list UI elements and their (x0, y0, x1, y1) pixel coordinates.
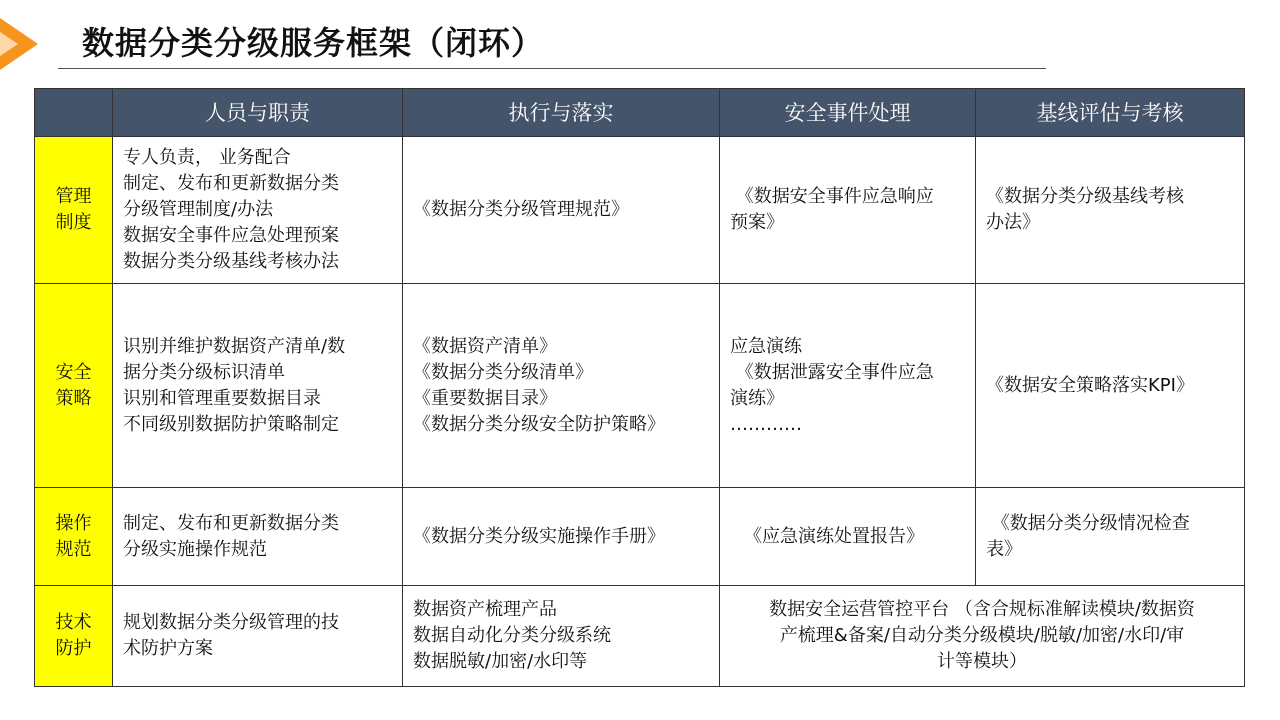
cell-policy-incident: 应急演练 《数据泄露安全事件应急 演练》 ………… (720, 284, 976, 488)
row-label-tech-protection: 技术 防护 (35, 586, 113, 687)
cell-policy-execution: 《数据资产清单》 《数据分类分级清单》 《重要数据目录》 《数据分类分级安全防护策略》 (403, 284, 720, 488)
orange-arrow-icon (0, 18, 38, 70)
table-row (35, 488, 1245, 586)
framework-table (34, 88, 1245, 687)
header-personnel: 人员与职责 (113, 89, 403, 137)
cell-tech-personnel: 规划数据分类分级管理的技 术防护方案 (113, 586, 403, 687)
header-corner (35, 89, 113, 137)
row-label-security-policy: 安全 策略 (35, 284, 113, 488)
cell-policy-personnel: 识别并维护数据资产清单/数 据分类分级标识清单 识别和管理重要数据目录 不同级别数据防护策略制定 (113, 284, 403, 488)
table-row (35, 586, 1245, 687)
cell-management-baseline: 《数据分类分级基线考核 办法》 (976, 137, 1245, 284)
cell-management-personnel: 专人负责， 业务配合 制定、发布和更新数据分类 分级管理制度/办法 数据安全事件应急处理预案 数据分类分级基线考核办法 (113, 137, 403, 284)
header-baseline: 基线评估与考核 (976, 89, 1245, 137)
cell-operation-personnel: 制定、发布和更新数据分类 分级实施操作规范 (113, 488, 403, 586)
cell-policy-baseline: 《数据安全策略落实KPI》 (976, 284, 1245, 488)
title-underline (58, 68, 1046, 69)
cell-operation-incident: 《应急演练处置报告》 (720, 488, 976, 586)
cell-tech-platform: 数据安全运营管控平台 （含合规标准解读模块/数据资 产梳理&备案/自动分类分级模块/脱敏/加密/水印/审 计等模块） (720, 586, 1245, 687)
cell-management-incident: 《数据安全事件应急响应 预案》 (720, 137, 976, 284)
row-label-management: 管理 制度 (35, 137, 113, 284)
table-header-row (35, 89, 1245, 137)
header-incident: 安全事件处理 (720, 89, 976, 137)
cell-operation-baseline: 《数据分类分级情况检查 表》 (976, 488, 1245, 586)
row-label-operation-spec: 操作 规范 (35, 488, 113, 586)
cell-management-execution: 《数据分类分级管理规范》 (403, 137, 720, 284)
cell-tech-execution: 数据资产梳理产品 数据自动化分类分级系统 数据脱敏/加密/水印等 (403, 586, 720, 687)
table-row (35, 284, 1245, 488)
page-title: 数据分类分级服务框架（闭环） (82, 24, 545, 62)
table-row (35, 137, 1245, 284)
cell-operation-execution: 《数据分类分级实施操作手册》 (403, 488, 720, 586)
header-execution: 执行与落实 (403, 89, 720, 137)
